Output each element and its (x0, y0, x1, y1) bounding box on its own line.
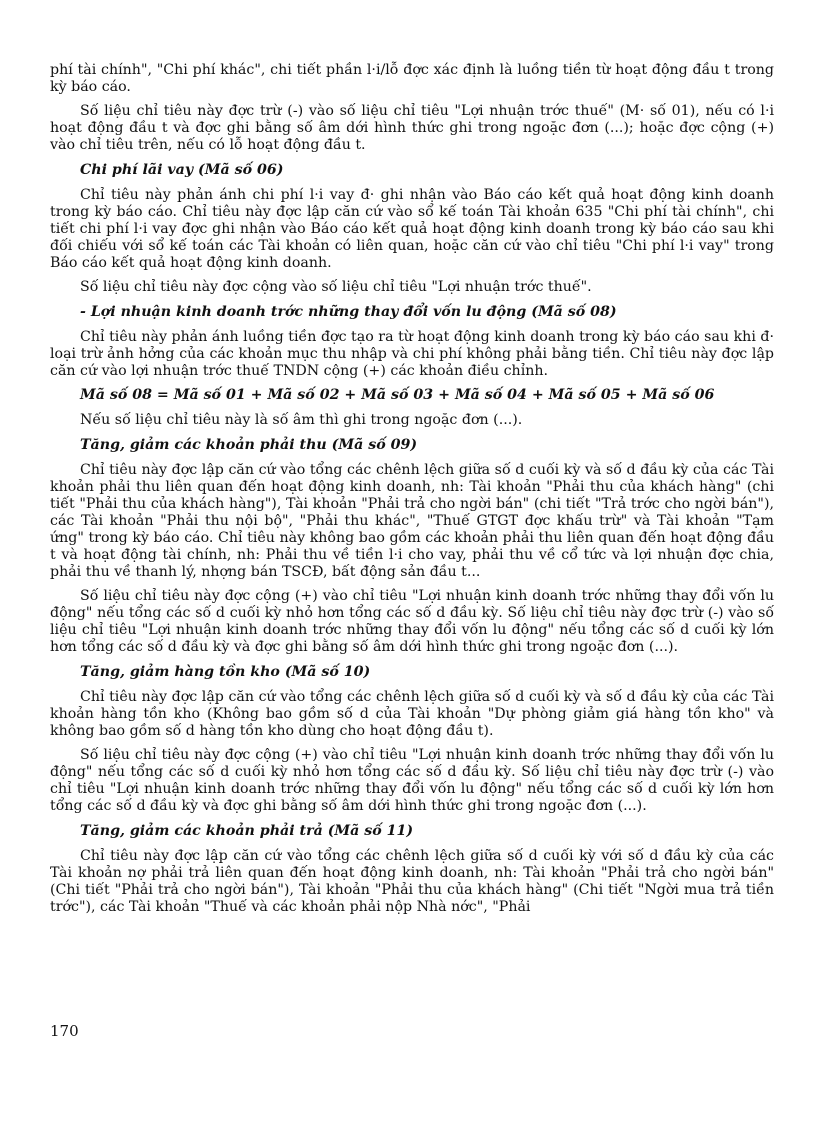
formula-code-08: Mã số 08 = Mã số 01 + Mã số 02 + Mã số 03 + Mã số 04 + Mã số 05 + Mã số 06 (80, 387, 715, 403)
paragraph-investment-gain-loss-end: phí tài chính", "Chi phí khác", chi tiết phần l·i/lỗ đợc xác định là luồng tiền từ hoạt động đầu t trong kỳ báo cáo. (50, 62, 774, 95)
page-number: 170 (50, 1022, 79, 1040)
heading-inventory-change: Tăng, giảm hàng tồn kho (Mã số 10) (80, 664, 371, 680)
heading-receivables-change: Tăng, giảm các khoản phải thu (Mã số 09) (80, 437, 418, 453)
heading-operating-profit-before-working-capital: - Lợi nhuận kinh doanh trớc những thay đổi vốn lu động (Mã số 08) (80, 304, 617, 320)
paragraph-investment-adjustment: Số liệu chỉ tiêu này đợc trừ (-) vào số liệu chỉ tiêu "Lợi nhuận trớc thuế" (M· số 01), nếu có l·i hoạt động đầu t và đợc ghi bằng số âm dới hình thức ghi trong ngoặc đơn (...); hoặc đợc cộng (+) vào chỉ tiêu trên, nếu có lỗ hoạt động đầu t. (50, 103, 774, 153)
paragraph-negative-value-note: Nếu số liệu chỉ tiêu này là số âm thì ghi trong ngoặc đơn (...). (80, 412, 523, 428)
paragraph-operating-profit-description: Chỉ tiêu này phản ánh luồng tiền đợc tạo ra từ hoạt động kinh doanh trong kỳ báo cáo sau khi đ· loại trừ ảnh hởng của các khoản mục thu nhập và chi phí không phải bằng tiền. Chỉ tiêu này đợc lập căn cứ vào lợi nhuận trớc thuế TNDN cộng (+) các khoản điều chỉnh. (50, 329, 774, 379)
document-page (50, 62, 774, 923)
paragraph-receivables-description: Chỉ tiêu này đợc lập căn cứ vào tổng các chênh lệch giữa số d cuối kỳ và số d đầu kỳ của các Tài khoản phải thu liên quan đến hoạt động kinh doanh, nh: Tài khoản "Phải thu của khách hàng" (chi tiết "Phải thu của khách hàng"), Tài khoản "Phải trả cho ngời bán" (chi tiết "Trả trớc cho ngời bán"), các Tài khoản "Phải thu nội bộ", "Phải thu khác", "Thuế GTGT đợc khấu trừ" và Tài khoản "Tạm ứng" trong kỳ báo cáo. Chỉ tiêu này không bao gồm các khoản phải thu liên quan đến hoạt động đầu t và hoạt động tài chính, nh: Phải thu về tiền l·i cho vay, phải thu về cổ tức và lợi nhuận đợc chia, phải thu về thanh lý, nhợng bán TSCĐ, bất động sản đầu t... (50, 462, 774, 580)
paragraph-interest-expense-addition: Số liệu chỉ tiêu này đợc cộng vào số liệu chỉ tiêu "Lợi nhuận trớc thuế". (80, 279, 592, 295)
paragraph-inventory-adjustment: Số liệu chỉ tiêu này đợc cộng (+) vào chỉ tiêu "Lợi nhuận kinh doanh trớc những thay đổi vốn lu động" nếu tổng các số d cuối kỳ nhỏ hơn tổng các số d đầu kỳ. Số liệu chỉ tiêu này đợc trừ (-) vào chỉ tiêu "Lợi nhuận kinh doanh trớc những thay đổi vốn lu động" nếu tổng các số d cuối kỳ lớn hơn tổng các số d đầu kỳ và đợc ghi bằng số âm dới hình thức ghi trong ngoặc đơn (...). (50, 747, 774, 814)
paragraph-receivables-adjustment: Số liệu chỉ tiêu này đợc cộng (+) vào chỉ tiêu "Lợi nhuận kinh doanh trớc những thay đổi vốn lu động" nếu tổng các số d cuối kỳ nhỏ hơn tổng các số d đầu kỳ. Số liệu chỉ tiêu này đợc trừ (-) vào số liệu chỉ tiêu "Lợi nhuận kinh doanh trớc những thay đổi vốn lu động" nếu tổng các số d cuối kỳ lớn hơn tổng các số d đầu kỳ và đợc ghi bằng số âm dới hình thức ghi trong ngoặc đơn (...). (50, 588, 774, 655)
heading-payables-change: Tăng, giảm các khoản phải trả (Mã số 11) (80, 823, 414, 839)
paragraph-inventory-description: Chỉ tiêu này đợc lập căn cứ vào tổng các chênh lệch giữa số d cuối kỳ và số d đầu kỳ của các Tài khoản hàng tồn kho (Không bao gồm số d của Tài khoản "Dự phòng giảm giá hàng tồn kho" và không bao gồm số d hàng tồn kho dùng cho hoạt động đầu t). (50, 689, 774, 739)
paragraph-payables-description: Chỉ tiêu này đợc lập căn cứ vào tổng các chênh lệch giữa số d cuối kỳ với số d đầu kỳ của các Tài khoản nợ phải trả liên quan đến hoạt động kinh doanh, nh: Tài khoản "Phải trả cho ngời bán" (Chi tiết "Phải trả cho ngời bán"), Tài khoản "Phải thu của khách hàng" (Chi tiết "Ngời mua trả tiền trớc"), các Tài khoản "Thuế và các khoản phải nộp Nhà nớc", "Phải (50, 848, 774, 915)
heading-interest-expense: Chi phí lãi vay (Mã số 06) (80, 162, 284, 178)
paragraph-interest-expense-description: Chỉ tiêu này phản ánh chi phí l·i vay đ· ghi nhận vào Báo cáo kết quả hoạt động kinh doanh trong kỳ báo cáo. Chỉ tiêu này đợc lập căn cứ vào sổ kế toán Tài khoản 635 "Chi phí tài chính", chi tiết chi phí l·i vay đợc ghi nhận vào Báo cáo kết quả hoạt động kinh doanh trong kỳ báo cáo sau khi đối chiếu với sổ kế toán các Tài khoản có liên quan, hoặc căn cứ vào chỉ tiêu "Chi phí l·i vay" trong Báo cáo kết quả hoạt động kinh doanh. (50, 187, 774, 271)
